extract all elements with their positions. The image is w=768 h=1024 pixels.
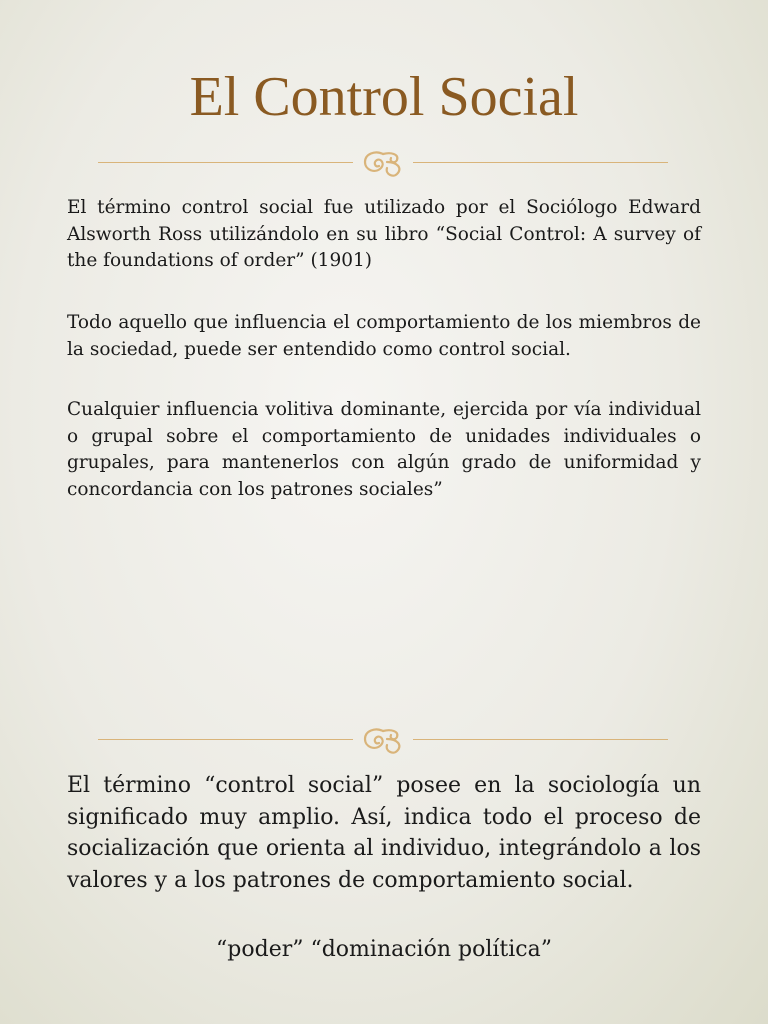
divider-line-right xyxy=(413,162,668,163)
flourish-ornament-icon xyxy=(353,148,413,178)
paragraph-influence: Cualquier influencia volitiva dominante, ejercida por vía individual o grupal sobre el comportamiento de unidades individuales o grupales, para mantenerlos con algún grado de uniformidad y concordancia con los patrones sociales” xyxy=(67,399,701,500)
divider-line-left xyxy=(98,162,353,163)
divider-line-left xyxy=(98,739,353,740)
divider-line-right xyxy=(413,739,668,740)
paragraph-origin: El término control social fue utilizado por el Sociólogo Edward Alsworth Ross utilizándolo en su libro “Social Control: A survey of the foundations of order” (1901) xyxy=(67,197,701,271)
paragraph-definition: Todo aquello que influencia el comportamiento de los miembros de la sociedad, puede ser entendido como control social. xyxy=(67,312,701,360)
slide-title: El Control Social xyxy=(189,66,579,128)
paragraph-sociology: El término “control social” posee en la sociología un significado muy amplio. Así, indica todo el proceso de socialización que orienta al individuo, integrándolo a los valores y a los patrones de comportamiento social. xyxy=(67,773,701,893)
flourish-ornament-icon xyxy=(353,725,413,755)
keywords-quote: “poder” “dominación política” xyxy=(216,937,552,962)
section-divider xyxy=(98,725,668,755)
title-divider xyxy=(98,148,668,178)
